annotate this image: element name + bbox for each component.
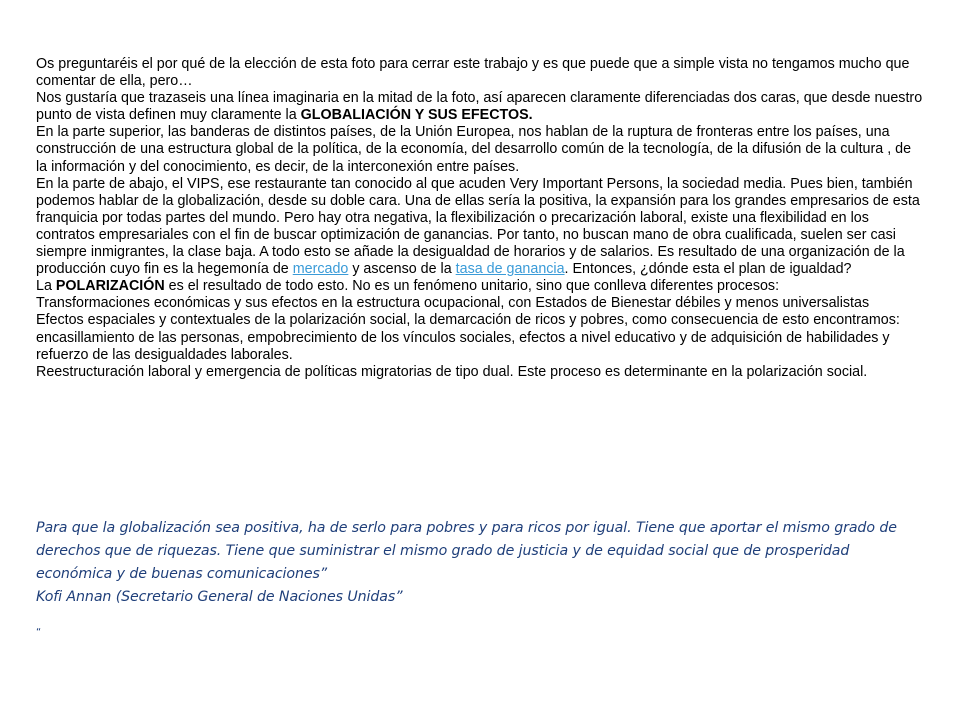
paragraph-labor-restructuring: Reestructuración laboral y emergencia de políticas migratorias de tipo dual. Este proceso es determinante en la polarización social. xyxy=(36,363,868,380)
paragraph-lower-part-end: . Entonces, ¿dónde esta el plan de igualdad? xyxy=(564,261,852,278)
paragraph-lower-part xyxy=(36,176,926,279)
paragraph-polarization xyxy=(36,278,926,295)
stray-quote-mark: “ xyxy=(36,627,42,638)
paragraph-lower-part-middle: y ascenso de la xyxy=(348,261,456,278)
quote-text: Para que la globalización sea positiva, ha de serlo para pobres y para ricos por igual. Tiene que aportar el mismo grado de derechos que de riquezas. Tiene que suministrar el mismo grado de justicia y de equidad social que de prosperidad económica y de buenas comunicaciones” xyxy=(36,520,897,582)
paragraph-imaginary-line-text: Nos gustaría que trazaseis una línea imaginaria en la mitad de la foto, así aparecen claramente diferenciadas dos caras, que desde nuestro punto de vista definen muy claramente la xyxy=(36,90,923,124)
paragraph-spatial-effects: Efectos espaciales y contextuales de la polarización social, la demarcación de ricos y pobres, como consecuencia de esto encontramos: encasillamiento de las personas, empobrecimiento de los vínculos sociales, efectos a nivel educativo y de adquisición de habilidades y refuerzo de las desigualdades laborales. xyxy=(36,312,900,363)
paragraph-economic-transformations: Transformaciones económicas y sus efectos en la estructura ocupacional, con Estados de Bienestar débiles y menos universalistas xyxy=(36,295,870,312)
mercado-link[interactable]: mercado xyxy=(292,261,349,278)
paragraph-upper-part: En la parte superior, las banderas de distintos países, de la Unión Europea, nos hablan de la ruptura de fronteras entre los países, una construcción de una estructura global de la política, de la economía, del desarrollo común de la tecnología, de la difusión de la cultura , de la información y del conocimiento, es decir, de la interconexión entre países. xyxy=(36,124,912,175)
quote-author: Kofi Annan (Secretario General de Naciones Unidas” xyxy=(36,589,403,605)
body-text xyxy=(36,56,926,381)
paragraph-lower-part-text: En la parte de abajo, el VIPS, ese restaurante tan conocido al que acuden Very Important Persons, la sociedad media. Pues bien, también podemos hablar de la globalización, desde su doble cara. Una de ellas sería la positiva, la expansión para los grandes empresarios de esta franquicia por todas partes del mundo. Pero hay otra negativa, la flexibilización o precarización laboral, existe una flexibilidad en los contratos empresariales con el fin de buscar optimización de ganancias. Por tanto, no buscan mano de obra cualificada, suelen ser casi siempre inmigrantes, la clase baja. A todo esto se añade la desigualdad de horarios y de salarios. Es resultado de una organización de la producción cuyo fin es la hegemonía de xyxy=(36,175,920,278)
tasa-de-ganancia-link[interactable]: tasa de ganancia xyxy=(455,261,565,278)
paragraph-polarization-text: es el resultado de todo esto. No es un fenómeno unitario, sino que conlleva diferentes procesos: xyxy=(164,278,780,295)
paragraph-intro: Os preguntaréis el por qué de la elección de esta foto para cerrar este trabajo y es que puede que a simple vista no tengamos mucho que comentar de ella, pero… xyxy=(36,56,910,90)
document-body xyxy=(36,56,926,381)
globalization-heading: GLOBALIACIÓN Y SUS EFECTOS. xyxy=(300,107,533,124)
polarization-term: POLARIZACIÓN xyxy=(55,278,165,295)
kofi-annan-quote xyxy=(36,517,926,609)
paragraph-polarization-lead: La xyxy=(36,278,56,295)
paragraph-imaginary-line xyxy=(36,90,926,124)
